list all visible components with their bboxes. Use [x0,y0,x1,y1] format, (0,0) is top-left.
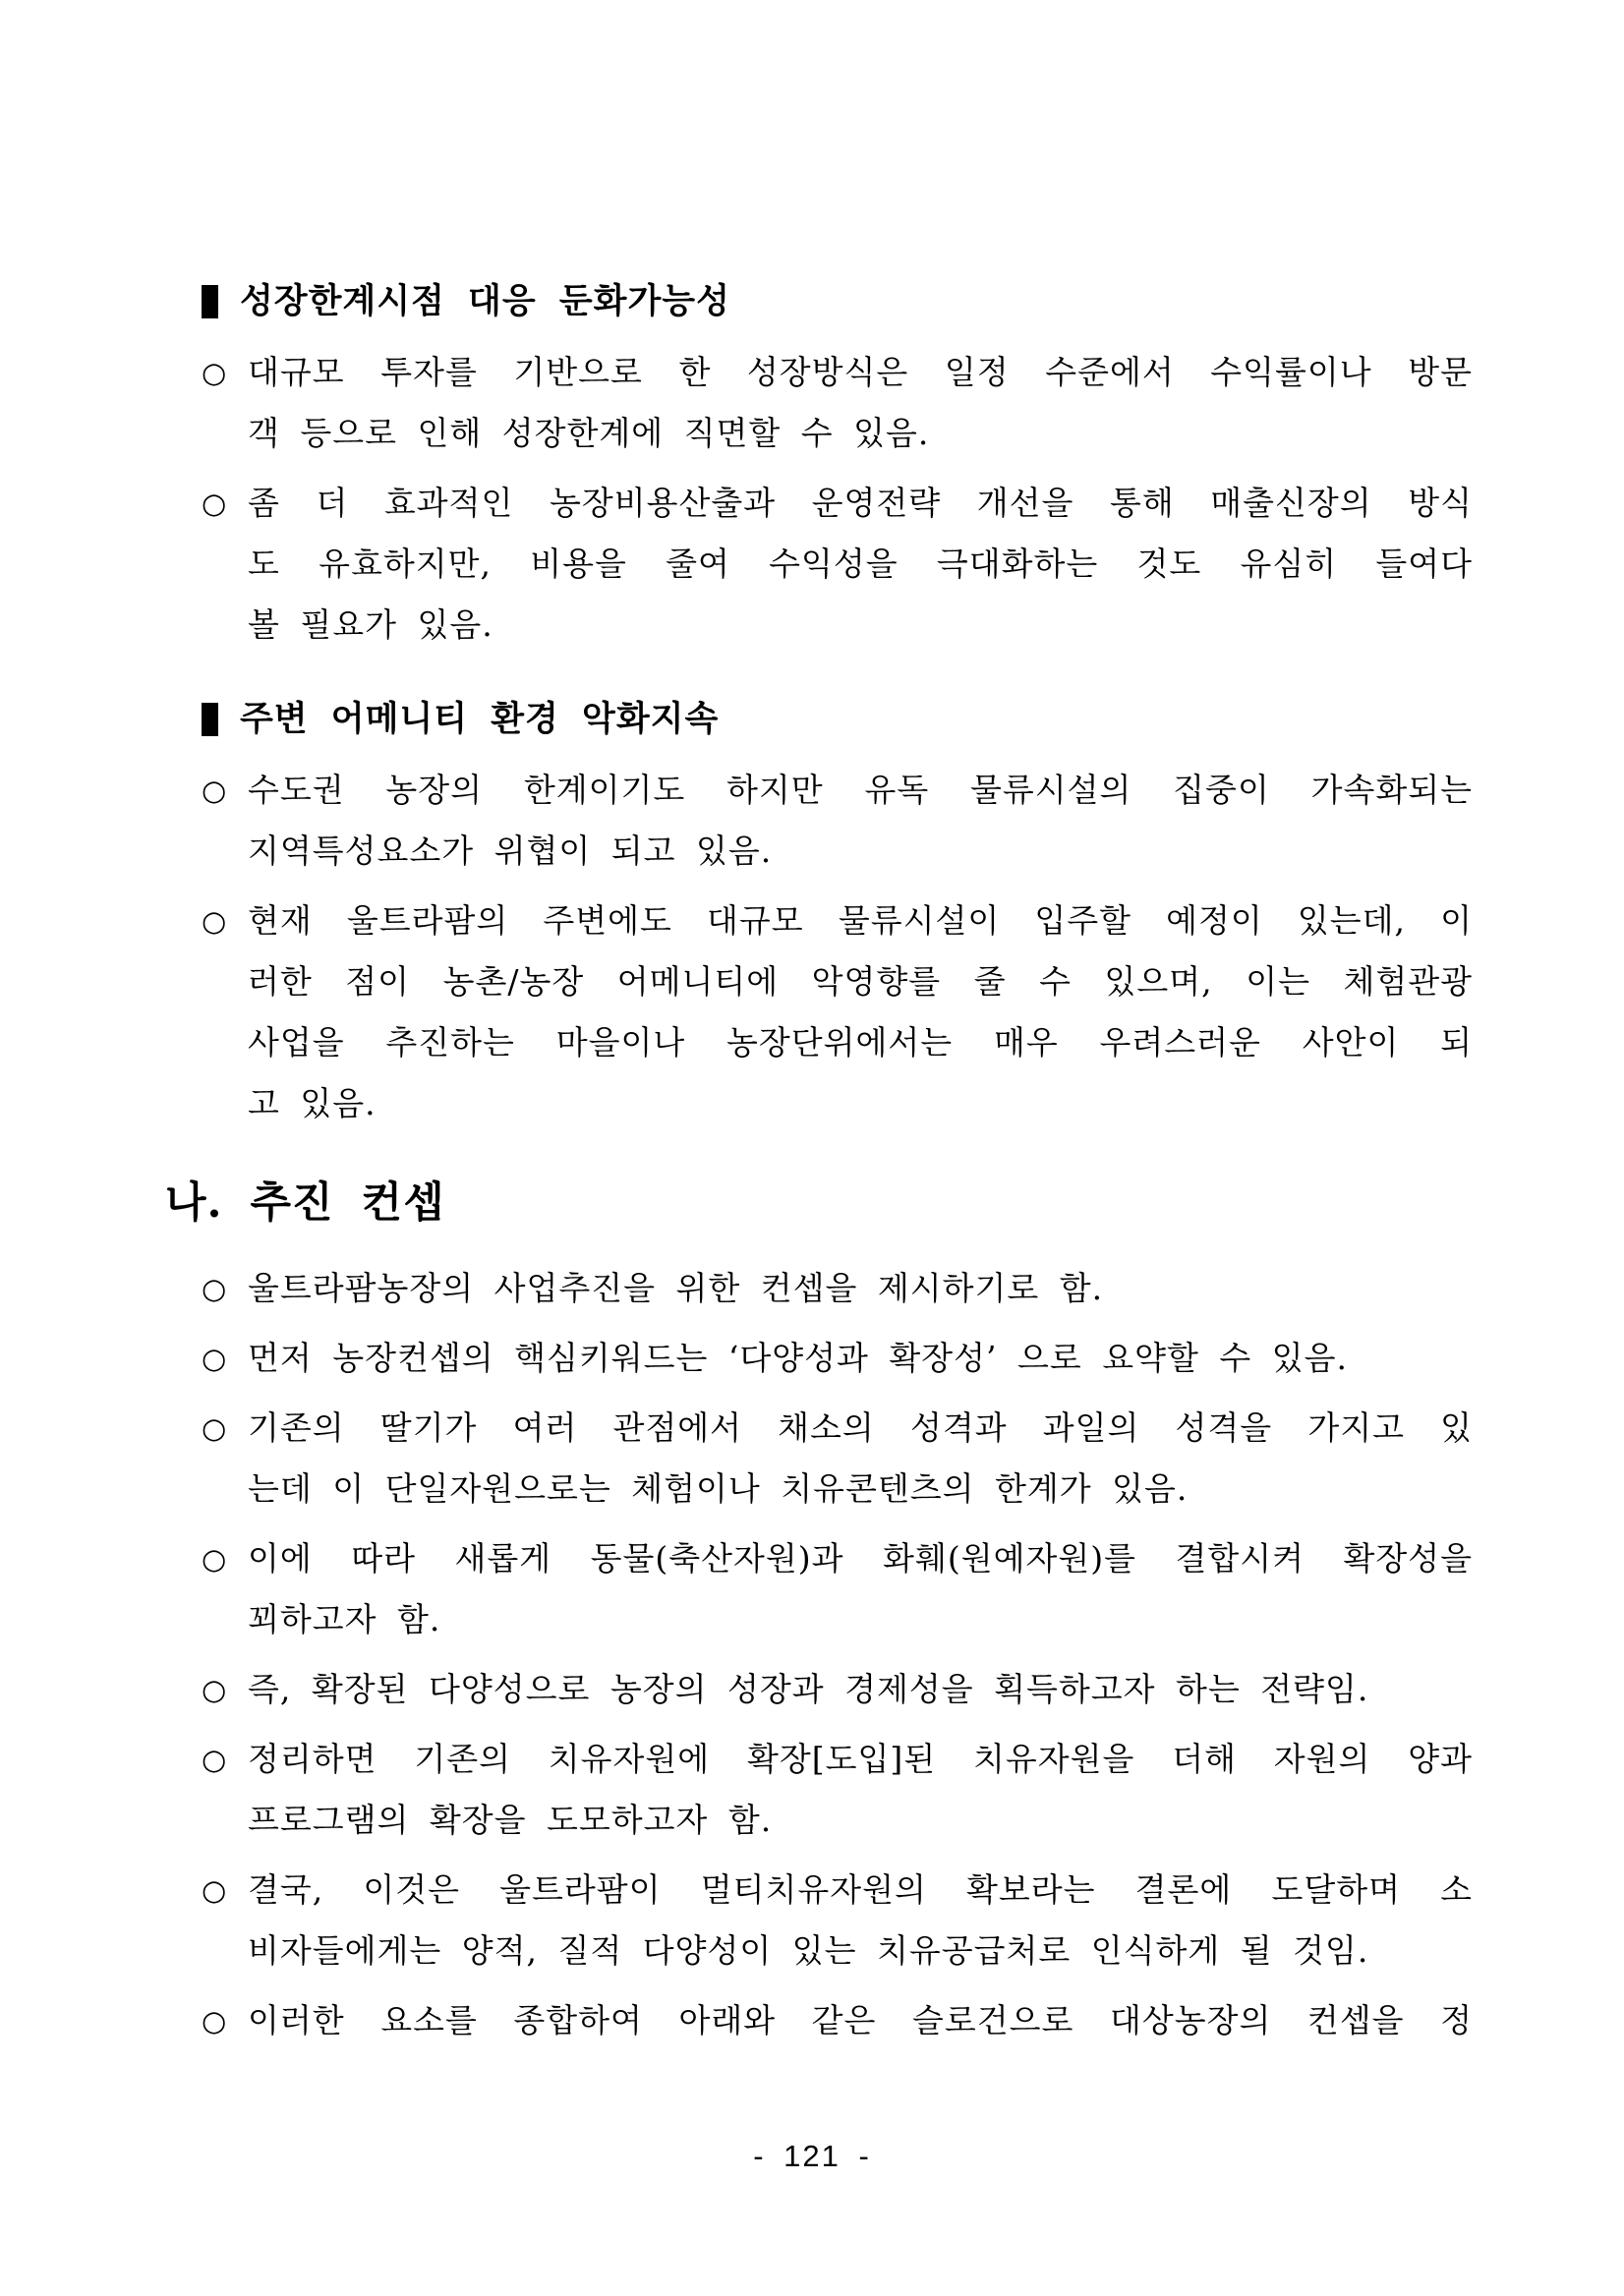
bullet-text [248,1328,1473,1389]
circle-bullet-icon: ○ [202,1673,227,1706]
page-number: - 121 - [753,2139,871,2173]
bullet-text [248,1729,1473,1851]
text-line: 먼저 농장컨셉의 핵심키워드는 ‘다양성과 확장성’ 으로 요약할 수 있음. [248,1339,1348,1377]
text-line: 는데 이 단일자원으로는 체험이나 치유콘텐츠의 한계가 있음. [248,1469,1189,1508]
subsection-title: 성장한계시점 대응 둔화가능성 [240,281,730,321]
bullet-text [248,473,1473,656]
circle-bullet-icon: ○ [202,1743,227,1776]
bullet-item [202,1398,1473,1520]
bullet-item [202,1990,1473,2051]
circle-bullet-icon: ○ [202,774,227,807]
text-line: 객 등으로 인해 성장한계에 직면할 수 있음. [248,414,930,452]
text-line: 볼 필요가 있음. [248,605,493,644]
bullet-item [202,1729,1473,1851]
text-line: 기존의 딸기가 여러 관점에서 채소의 성격과 과일의 성격을 가지고 있 [248,1408,1473,1447]
bullet-item [202,473,1473,656]
subsection-heading-growth-limit [202,271,1473,332]
circle-bullet-icon: ○ [202,1542,227,1576]
bullet-item [202,342,1473,464]
square-bullet-icon [202,703,218,736]
circle-bullet-icon: ○ [202,356,227,389]
text-line: 정리하면 기존의 치유자원에 확장[도입]된 치유자원을 더해 자원의 양과 [248,1740,1473,1778]
bullet-item [202,1258,1473,1319]
circle-bullet-icon: ○ [202,2004,227,2038]
bullet-item [202,1328,1473,1389]
section-heading-concept: 나. 추진 컨셉 [165,1178,445,1228]
text-line: 이러한 요소를 종합하여 아래와 같은 슬로건으로 대상농장의 컨셉을 정 [248,2001,1473,2039]
text-line: 즉, 확장된 다양성으로 농장의 성장과 경제성을 획득하고자 하는 전략임. [248,1670,1369,1708]
text-line: 러한 점이 농촌/농장 어메니티에 악영향를 줄 수 있으며, 이는 체험관광 [248,962,1473,1001]
circle-bullet-icon: ○ [202,1873,227,1907]
text-line: 꾀하고자 함. [248,1600,441,1638]
circle-bullet-icon: ○ [202,1411,227,1445]
page-content [165,271,1473,2060]
text-line: 울트라팜농장의 사업추진을 위한 컨셉을 제시하기로 함. [248,1269,1104,1307]
text-line: 대규모 투자를 기반으로 한 성장방식은 일정 수준에서 수익률이나 방문 [248,353,1473,391]
bullet-item [202,760,1473,882]
text-line: 고 있음. [248,1084,377,1122]
text-line: 수도권 농장의 한계이기도 하지만 유독 물류시설의 집중이 가속화되는 [248,771,1473,809]
bullet-text [248,1258,1473,1319]
subsection-heading-amenity [202,689,1473,750]
bullet-text [248,760,1473,882]
bullet-item [202,1528,1473,1650]
bullet-item [202,1860,1473,1981]
text-line: 결국, 이것은 울트라팜이 멀티치유자원의 확보라는 결론에 도달하며 소 [248,1870,1473,1909]
bullet-text [248,1990,1473,2051]
circle-bullet-icon: ○ [202,487,227,520]
text-line: 비자들에게는 양적, 질적 다양성이 있는 치유공급처로 인식하게 될 것임. [248,1931,1369,1970]
bullet-text [248,1528,1473,1650]
bullet-text [248,1398,1473,1520]
text-line: 사업을 추진하는 마을이나 농장단위에서는 매우 우려스러운 사안이 되 [248,1023,1473,1062]
text-line: 도 유효하지만, 비용을 줄여 수익성을 극대화하는 것도 유심히 들여다 [248,545,1473,583]
circle-bullet-icon: ○ [202,1342,227,1375]
bullet-item [202,1659,1473,1720]
text-line: 지역특성요소가 위협이 되고 있음. [248,832,773,870]
bullet-text [248,342,1473,464]
square-bullet-icon [202,285,218,318]
bullet-text [248,1659,1473,1720]
subsection-title: 주변 어메니티 환경 악화지속 [240,699,720,739]
text-line: 프로그램의 확장을 도모하고자 함. [248,1801,773,1839]
text-line: 이에 따라 새롭게 동물(축산자원)과 화훼(원예자원)를 결합시켜 확장성을 [248,1539,1473,1578]
text-line: 좀 더 효과적인 농장비용산출과 운영전략 개선을 통해 매출신장의 방식 [248,484,1473,522]
bullet-item [202,890,1473,1134]
circle-bullet-icon: ○ [202,1272,227,1305]
circle-bullet-icon: ○ [202,904,227,938]
text-line: 현재 울트라팜의 주변에도 대규모 물류시설이 입주할 예정이 있는데, 이 [248,901,1473,940]
bullet-text [248,1860,1473,1981]
bullet-text [248,890,1473,1134]
